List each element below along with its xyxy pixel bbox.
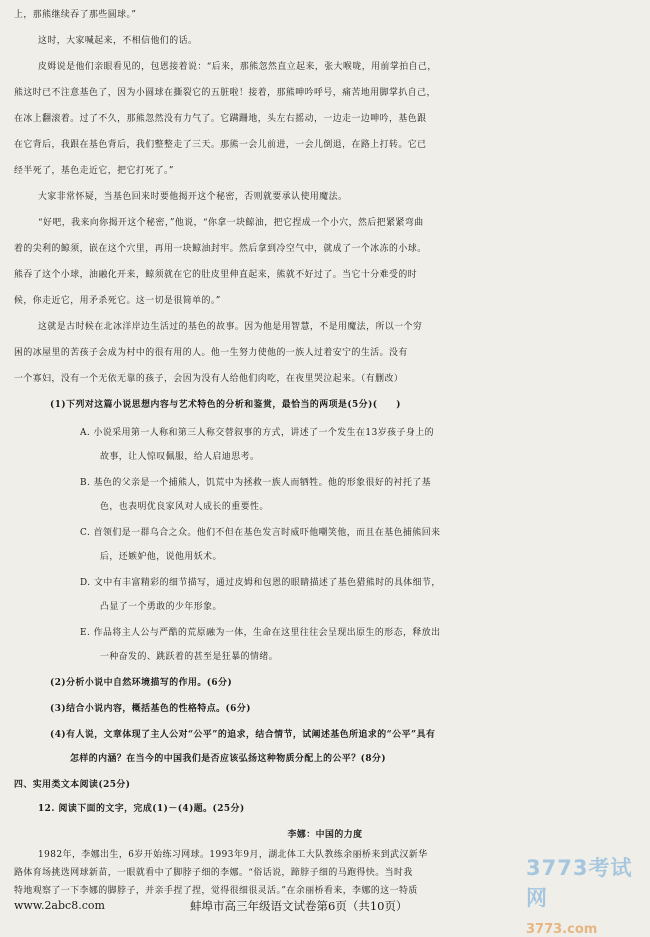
text-line: 在冰上翻滚着。过了不久，那熊忽然没有力气了。它蹒跚地，头左右摇动，一边走一边呻吟，基色跟 — [14, 114, 427, 124]
text-line: 上，那熊继续吞了那些圆球。” — [14, 10, 137, 20]
option-a-cont: 故事，让人惊叹佩服，给人启迪思考。 — [100, 452, 260, 462]
option-e: E. 作品将主人公与严酷的荒原融为一体，生命在这里往往会呈现出原生的形态，释放出 — [80, 628, 441, 638]
article-title: 李娜：中国的力度 — [287, 830, 363, 840]
section-heading: 四、实用类文本阅读(25分) — [14, 780, 131, 790]
question-4: (4)有人说，文章体现了主人公对“公平”的追求，结合情节，试阐述基色所追求的“公平”具有 — [50, 730, 436, 740]
option-d-cont: 凸显了一个勇敢的少年形象。 — [100, 602, 222, 612]
option-c-cont: 后，还嫉妒他，说他用妖术。 — [100, 552, 222, 562]
text-line: 1982年，李娜出生，6岁开始练习网球。1993年9月，湖北体工大队教练余丽桥来到武汉新华 — [38, 850, 428, 860]
watermark-logo — [526, 852, 646, 937]
text-line: 困的冰屋里的苦孩子会成为村中的很有用的人。他一生努力使他的一族人过着安宁的生活。没有 — [14, 348, 408, 358]
question-3: (3)结合小说内容，概括基色的性格特点。(6分) — [50, 704, 251, 714]
text-line: 在它背后，我跟在基色背后，我们整整走了三天。那熊一会儿前进，一会儿倒退，在路上打转。它已 — [14, 140, 427, 150]
option-b-cont: 色，也表明优良家风对人成长的重要性。 — [100, 502, 269, 512]
option-e-cont: 一种奋发的、跳跃着的甚至是狂暴的情绪。 — [100, 652, 279, 662]
watermark-url: 3773.com — [526, 922, 598, 937]
option-c: C. 首领们是一群乌合之众。他们不但在基色发言时威吓他嘲笑他，而且在基色捕熊回来 — [80, 528, 441, 538]
text-line: “好吧，我来向你揭开这个秘密，”他说，“你拿一块鲸油，把它捏成一个小穴，然后把紧紧弯曲 — [38, 218, 424, 228]
option-a: A. 小说采用第一人称和第三人称交替叙事的方式，讲述了一个发生在13岁孩子身上的 — [80, 428, 434, 438]
text-line: 特地观察了一下李娜的脚脖子，并亲手捏了捏，觉得很细很灵活。”在余丽桥看来，李娜的这一特质 — [14, 886, 418, 896]
text-line: 着的尖利的鲸须，嵌在这个穴里，再用一块鲸油封牢。然后拿到冷空气中，就成了一个冰冻的小球。 — [14, 244, 427, 254]
text-line: 大家非常怀疑，当基色回来时要他揭开这个秘密，否则就要承认使用魔法。 — [38, 192, 348, 202]
text-line: 经半死了，基色走近它，把它打死了。” — [14, 166, 174, 176]
footer-url: www.2abc8.com — [14, 899, 105, 912]
text-line: 熊吞了这个小球，油融化开来，鲸须就在它的肚皮里伸直起来，熊就不好过了。当它十分难受的时 — [14, 270, 418, 280]
question-2: (2)分析小说中自然环境描写的作用。(6分) — [50, 678, 233, 688]
question-1: (1)下列对这篇小说思想内容与艺术特色的分析和鉴赏，最恰当的两项是(5分)( ) — [50, 400, 401, 410]
option-d: D. 文中有丰富精彩的细节描写，通过皮姆和包恩的眼睛描述了基色猎熊时的具体细节， — [80, 578, 441, 588]
watermark-text: 3773考试网 — [526, 856, 633, 910]
text-line: 这时，大家喊起来，不相信他们的话。 — [38, 36, 198, 46]
footer-page-number: 蚌埠市高三年级语文试卷第6页（共10页） — [190, 899, 408, 913]
text-line: 一个寡妇，没有一个无依无靠的孩子，会因为没有人给他们肉吃，在夜里哭泣起来。（有删改） — [14, 374, 404, 384]
text-line: 皮姆说是他们亲眼看见的，包恩接着说：“后来，那熊忽然直立起来，张大喉咙，用前掌拍自己， — [38, 62, 437, 72]
text-line: 这就是古时候在北冰洋岸边生活过的基色的故事。因为他是用智慧，不是用魔法，所以一个穷 — [38, 322, 423, 332]
question-12: 12. 阅读下面的文字，完成(1)－(4)题。(25分) — [38, 804, 245, 814]
text-line: 熊这时已不注意基色了，因为小圆球在撕裂它的五脏啦！接着，那熊呻吟呼号，痛苦地用脚掌扒自己， — [14, 88, 436, 98]
option-b: B. 基色的父亲是一个捕熊人，饥荒中为拯救一族人而牺牲。他的形象很好的衬托了基 — [80, 478, 432, 488]
question-4-cont: 怎样的内涵？在当今的中国我们是否应该弘扬这种物质分配上的公平？(8分) — [70, 754, 387, 764]
text-line: 候，你走近它，用矛杀死它。这一切是很简单的。” — [14, 296, 221, 306]
text-line: 路体育场挑选网球新苗，一眼就看中了脚脖子细的李娜。“俗话说，蹄脖子细的马跑得快。当时我 — [14, 868, 413, 878]
